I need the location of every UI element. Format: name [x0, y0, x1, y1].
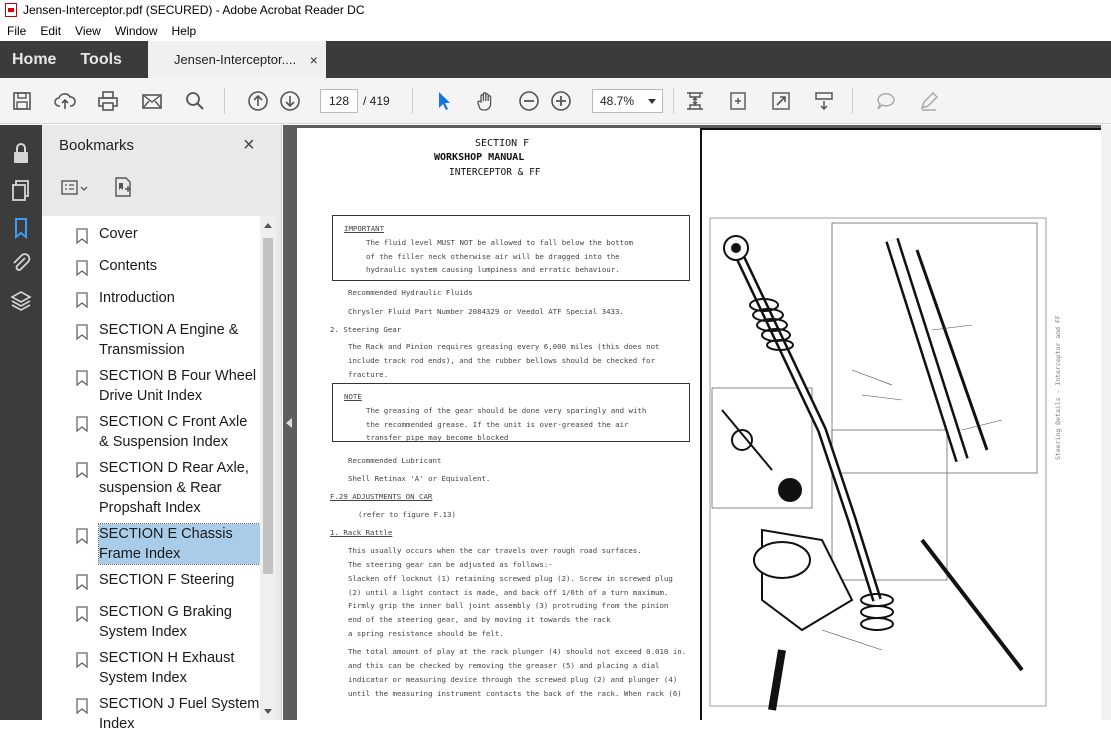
- body-line: 1. Rack Rattle: [330, 528, 393, 537]
- bookmark-ribbon-icon: [76, 324, 88, 340]
- layers-icon[interactable]: [9, 289, 33, 313]
- comment-icon[interactable]: [874, 89, 898, 113]
- new-bookmark-icon[interactable]: [112, 176, 134, 198]
- body-line: The steering gear can be adjusted as follows:-: [348, 560, 553, 569]
- bookmark-ribbon-icon: [76, 462, 88, 478]
- body-line: Recommended Hydraulic Fluids: [348, 288, 473, 297]
- window-titlebar: [0, 0, 1111, 20]
- body-line: indicator or measuring device through the screwed plug (2) and plunger (4): [348, 675, 678, 684]
- note-line: the recommended grease. If the unit is over-greased the air: [366, 420, 629, 429]
- bookmark-item-section-c[interactable]: [42, 410, 260, 452]
- main-toolbar: [0, 78, 1111, 124]
- bookmark-label: SECTION B Four Wheel Drive Unit Index: [99, 368, 257, 404]
- bookmark-label: Cover: [99, 226, 138, 242]
- body-line: end of the steering gear, and by moving it towards the rack: [348, 615, 611, 624]
- zoom-level-select[interactable]: [592, 89, 663, 113]
- chevron-down-icon: [648, 99, 656, 104]
- page-text-column: [297, 128, 700, 720]
- scroll-down-icon[interactable]: [264, 709, 272, 714]
- important-title: IMPORTANT: [344, 224, 385, 233]
- body-line: Chrysler Fluid Part Number 2084329 or Veedol ATF Special 3433.: [348, 307, 624, 316]
- page-number-input[interactable]: 128: [320, 89, 358, 113]
- menu-view[interactable]: View: [75, 23, 101, 38]
- bookmark-item-section-b[interactable]: [42, 364, 260, 406]
- close-panel-icon[interactable]: ×: [243, 134, 255, 156]
- attachment-icon[interactable]: [9, 251, 33, 275]
- figure-side-caption: Steering Details - Interceptor and FF: [1054, 315, 1062, 460]
- body-line: Firmly grip the inner ball joint assembly (3) protruding from the pinion: [348, 601, 669, 610]
- bookmark-label: SECTION D Rear Axle, suspension & Rear Propshaft Index: [99, 460, 249, 516]
- select-cursor-icon[interactable]: [432, 89, 456, 113]
- next-page-icon[interactable]: [278, 89, 302, 113]
- body-line: F.29 ADJUSTMENTS ON CAR: [330, 492, 433, 501]
- important-line: The fluid level MUST NOT be allowed to fall below the bottom: [366, 238, 633, 247]
- document-tab-label: Jensen-Interceptor....: [173, 52, 297, 67]
- body-line: include track rod ends), and the rubber bellows should be checked for: [348, 356, 656, 365]
- print-icon[interactable]: [96, 89, 120, 113]
- save-icon[interactable]: [10, 89, 34, 113]
- bookmarks-tools: [42, 173, 282, 203]
- zoom-level-value: 48.7%: [600, 94, 635, 108]
- search-icon[interactable]: [183, 89, 207, 113]
- bookmark-label: SECTION E Chassis Frame Index: [99, 524, 260, 564]
- important-line: of the filler neck otherwise air will be dragged into the: [366, 252, 620, 261]
- bookmark-label: SECTION J Fuel System Index: [99, 696, 260, 732]
- bookmark-ribbon-icon: [76, 652, 88, 668]
- bookmark-item-section-a[interactable]: [42, 318, 260, 360]
- important-line: hydraulic system causing lumpiness and erratic behaviour.: [366, 265, 620, 274]
- menu-bar: [0, 20, 1111, 41]
- zoom-out-icon[interactable]: [517, 89, 541, 113]
- collapse-panel-icon[interactable]: [286, 418, 292, 428]
- bookmark-label: SECTION F Steering: [99, 572, 235, 588]
- bookmark-list: [42, 216, 260, 732]
- menu-edit[interactable]: Edit: [40, 23, 62, 38]
- bookmark-ribbon-icon: [76, 698, 88, 714]
- bookmark-ribbon-icon: [76, 260, 88, 276]
- pdf-page: [297, 128, 1101, 720]
- page-total: / 419: [363, 94, 390, 108]
- pdf-file-icon: [5, 3, 17, 17]
- bookmark-item-section-f[interactable]: [42, 568, 260, 590]
- bookmark-ribbon-icon: [76, 370, 88, 386]
- zoom-in-icon[interactable]: [549, 89, 573, 113]
- scrollbar-thumb[interactable]: [263, 238, 273, 574]
- body-line: The Rack and Pinion requires greasing every 6,000 miles (this does not: [348, 342, 660, 351]
- bookmark-item-cover[interactable]: [42, 222, 260, 244]
- body-line: (2) until a light contact is made, and back off 1/6th of a turn maximum.: [348, 588, 669, 597]
- bookmark-item-contents[interactable]: [42, 254, 260, 276]
- section-heading: SECTION F: [475, 138, 530, 149]
- bookmark-item-section-g[interactable]: [42, 600, 260, 642]
- highlight-pen-icon[interactable]: [917, 89, 941, 113]
- bookmark-label: Introduction: [99, 290, 175, 306]
- tab-home[interactable]: Home: [12, 50, 57, 68]
- bookmark-label: SECTION A Engine & Transmission: [99, 322, 239, 358]
- previous-page-icon[interactable]: [246, 89, 270, 113]
- bookmarks-panel-title: Bookmarks: [59, 137, 135, 154]
- manual-title: WORKSHOP MANUAL: [434, 152, 525, 163]
- body-line: fracture.: [348, 370, 389, 379]
- rotate-view-icon[interactable]: [726, 89, 750, 113]
- bookmark-icon[interactable]: [9, 216, 33, 240]
- bookmark-item-section-j[interactable]: [42, 692, 260, 734]
- body-line: and this can be checked by removing the greaser (5) and placing a dial: [348, 661, 660, 670]
- bookmark-ribbon-icon: [76, 416, 88, 432]
- note-line: The greasing of the gear should be done very sparingly and with: [366, 406, 647, 415]
- bookmark-item-section-h[interactable]: [42, 646, 260, 688]
- menu-window[interactable]: Window: [114, 23, 158, 38]
- bookmark-label: Contents: [99, 258, 158, 274]
- bookmark-ribbon-icon: [76, 574, 88, 590]
- bookmark-item-introduction[interactable]: [42, 286, 260, 308]
- bookmark-item-section-e[interactable]: [42, 522, 260, 564]
- body-line: a spring resistance should be felt.: [348, 629, 504, 638]
- scroll-mode-icon[interactable]: [812, 89, 836, 113]
- bookmark-ribbon-icon: [76, 528, 88, 544]
- body-line: Slacken off locknut (1) retaining screwed plug (2). Screw in screwed plug: [348, 574, 673, 583]
- bookmarks-scrollbar[interactable]: [260, 216, 276, 720]
- tab-tools[interactable]: Tools: [80, 50, 122, 68]
- tab-document[interactable]: [148, 41, 326, 78]
- fit-page-icon[interactable]: [683, 89, 707, 113]
- full-screen-icon[interactable]: [769, 89, 793, 113]
- hand-tool-icon[interactable]: [474, 89, 498, 113]
- bookmark-ribbon-icon: [76, 228, 88, 244]
- lock-icon[interactable]: [9, 141, 33, 165]
- email-icon[interactable]: [140, 89, 164, 113]
- body-line: 2. Steering Gear: [330, 325, 402, 334]
- bookmark-ribbon-icon: [76, 606, 88, 622]
- body-line: Recommended Lubricant: [348, 456, 442, 465]
- bookmark-ribbon-icon: [76, 292, 88, 308]
- page-thumbnails-icon[interactable]: [9, 178, 33, 202]
- tab-bar: [0, 41, 1111, 78]
- upload-cloud-icon[interactable]: [53, 89, 77, 113]
- bookmark-options-icon[interactable]: [61, 179, 91, 197]
- window-title: Jensen-Interceptor.pdf (SECURED) - Adobe Acrobat Reader DC: [23, 3, 365, 17]
- bookmark-label: SECTION G Braking System Index: [99, 604, 232, 640]
- bookmark-label: SECTION C Front Axle & Suspension Index: [99, 414, 248, 450]
- bookmark-item-section-d[interactable]: [42, 456, 260, 518]
- document-scrollbar[interactable]: [1101, 125, 1111, 720]
- menu-help[interactable]: Help: [171, 23, 197, 38]
- close-tab-icon[interactable]: ×: [309, 51, 318, 68]
- note-title: NOTE: [344, 392, 362, 401]
- left-rail: [0, 125, 42, 720]
- body-line: Shell Retinax 'A' or Equivalent.: [348, 474, 491, 483]
- steering-gear-drawing: [702, 130, 1101, 720]
- body-line: The total amount of play at the rack plunger (4) should not exceed 0.010 in.: [348, 647, 687, 656]
- manual-subtitle: INTERCEPTOR & FF: [449, 167, 541, 178]
- body-line: until the measuring instrument contacts the back of the rack. When rack (6): [348, 689, 682, 698]
- menu-file[interactable]: File: [7, 23, 27, 38]
- scroll-up-icon[interactable]: [264, 223, 272, 228]
- steering-diagram-figure: [700, 128, 1101, 720]
- body-line: (refer to figure F.13): [358, 510, 456, 519]
- bookmarks-panel: [42, 125, 282, 732]
- note-line: transfer pipe may become blocked: [366, 433, 509, 442]
- body-line: This usually occurs when the car travels over rough road surfaces.: [348, 546, 642, 555]
- bookmark-label: SECTION H Exhaust System Index: [99, 650, 235, 686]
